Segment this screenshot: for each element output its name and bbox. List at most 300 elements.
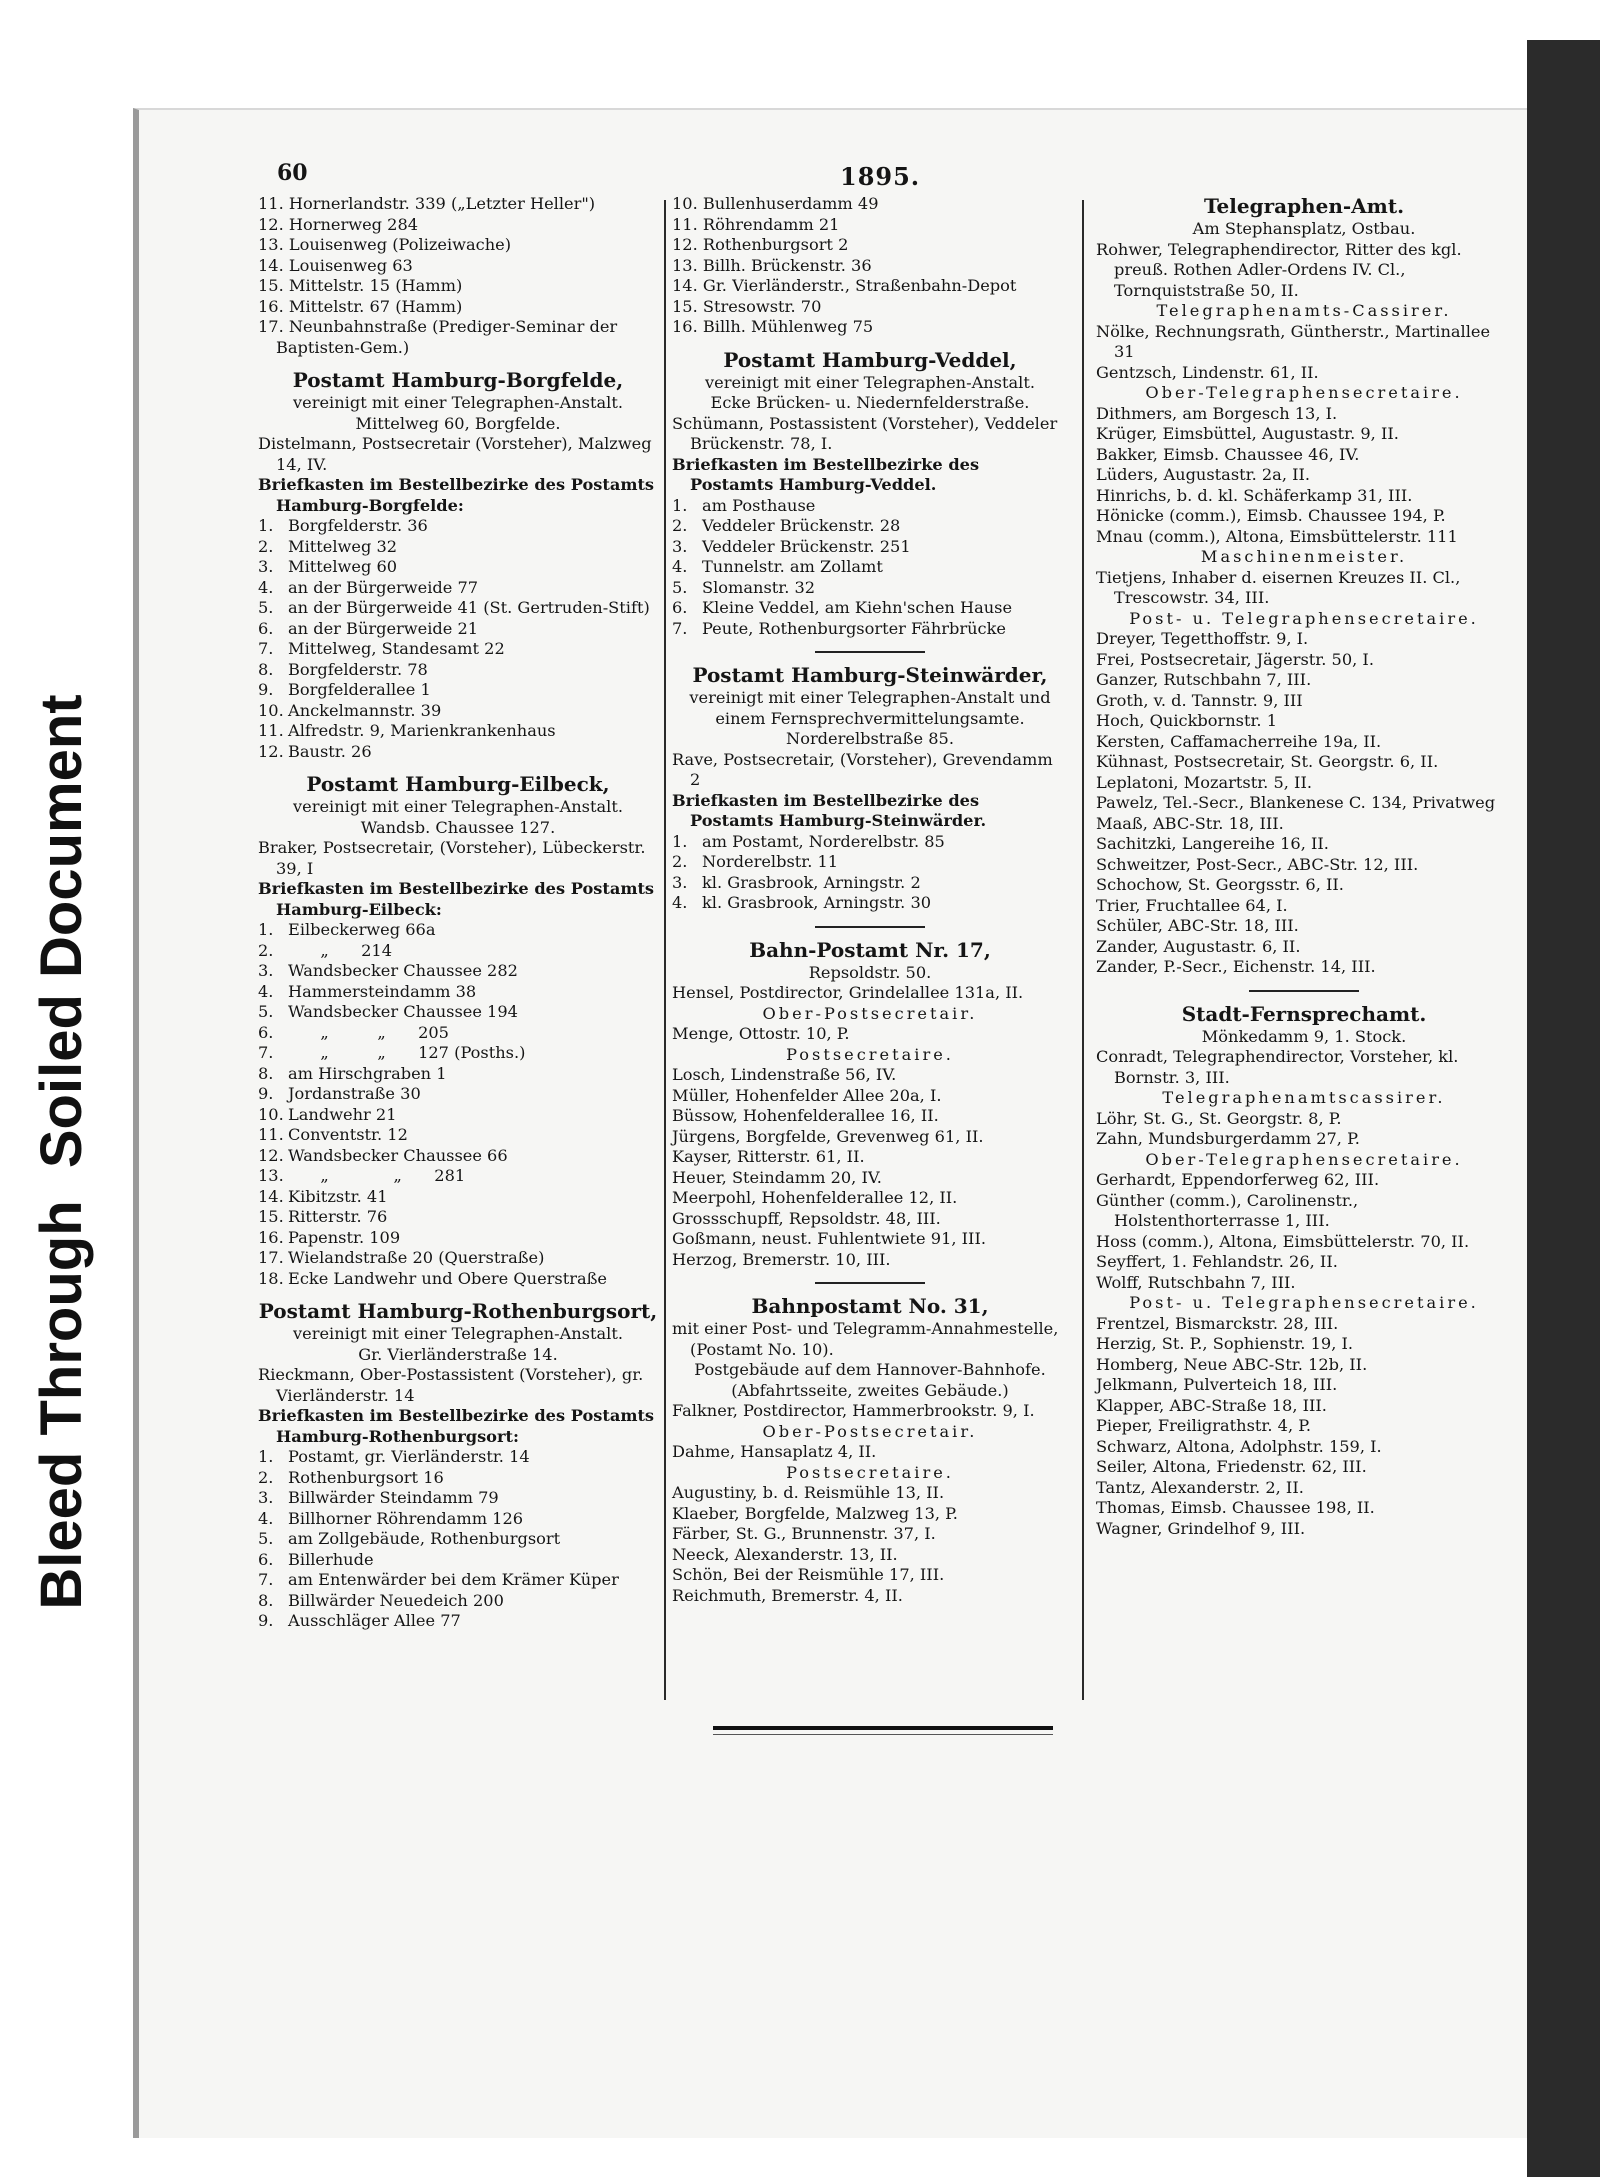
item-number: 12. xyxy=(258,741,284,761)
item-number: 15. xyxy=(258,1207,284,1226)
item-text: Slomanstr. 32 xyxy=(702,577,816,597)
list-item xyxy=(258,1570,658,1591)
item-text: kl. Grasbrook, Arningstr. 2 xyxy=(702,872,921,892)
name-entry: Hoss (comm.), Altona, Eimsbüttelerstr. 70, II. xyxy=(1096,1231,1470,1251)
list-item xyxy=(258,516,658,537)
name-entry: Günther (comm.), Carolinenstr., Holstenthorterrasse 1, III. xyxy=(1096,1190,1359,1230)
section-address: Mönkedamm 9, 1. Stock. xyxy=(1201,1026,1407,1046)
section-address: Ecke Brücken- u. Niedernfelderstraße. xyxy=(710,393,1030,412)
scan-dark-edge xyxy=(1527,40,1600,2177)
item-number: 16. xyxy=(258,1227,284,1247)
list-item: 10. Bullenhuserdamm 49 xyxy=(672,194,879,213)
section-title: Postamt Hamburg-Eilbeck, xyxy=(306,772,610,796)
item-text: Borgfelderstr. 78 xyxy=(288,659,428,679)
name-entry: Klaeber, Borgfelde, Malzweg 13, P. xyxy=(672,1503,958,1523)
name-entry: Zander, Augustastr. 6, II. xyxy=(1096,936,1301,956)
mailbox-list xyxy=(258,920,658,1289)
item-number: 3. xyxy=(258,1488,274,1507)
section-title: Postamt Hamburg-Veddel, xyxy=(723,347,1017,372)
name-entry: Löhr, St. G., St. Georgstr. 8, P. xyxy=(1096,1108,1342,1128)
mailbox-heading: Briefkasten im Bestellbezirke des Postamts Hamburg-Rothenburgsort: xyxy=(258,1406,655,1446)
section-title: Bahnpostamt No. 31, xyxy=(751,1294,989,1318)
section-bahnpostamt-31 xyxy=(672,1294,1068,1606)
name-entry: Leplatoni, Mozartstr. 5, II. xyxy=(1096,772,1312,792)
list-item xyxy=(258,1023,658,1044)
stamp-line-1: Bleed Through xyxy=(29,1200,94,1610)
column-divider-1 xyxy=(664,200,666,1700)
group-heading: Postsecretaire. xyxy=(786,1462,954,1482)
name-entry: Menge, Ottostr. 10, P. xyxy=(672,1024,850,1043)
name-entry: Meerpohl, Hohenfelderallee 12, II. xyxy=(672,1188,958,1207)
section-veddel xyxy=(672,348,1068,640)
list-item xyxy=(258,920,658,941)
item-text: Conventstr. 12 xyxy=(288,1125,408,1144)
item-number: 5. xyxy=(258,598,274,617)
section-telegraphen-amt xyxy=(1096,194,1512,978)
item-number: 1. xyxy=(672,831,688,851)
list-item xyxy=(258,578,658,599)
item-number: 10. xyxy=(258,700,284,720)
name-list xyxy=(1096,1314,1512,1540)
item-number: 9. xyxy=(258,1611,274,1630)
mailbox-heading: Briefkasten im Bestellbezirke des Postamts Hamburg-Veddel. xyxy=(672,454,980,494)
section-borgfelde xyxy=(258,368,658,762)
item-text: Landwehr 21 xyxy=(288,1104,397,1124)
item-text: Baustr. 26 xyxy=(288,741,372,761)
list-item: 16. Billh. Mühlenweg 75 xyxy=(672,317,874,336)
name-entry: Lüders, Augustastr. 2a, II. xyxy=(1096,465,1311,484)
name-entry: Herzog, Bremerstr. 10, III. xyxy=(672,1249,891,1269)
list-item: 13. Billh. Brückenstr. 36 xyxy=(672,255,872,275)
page-number: 60 xyxy=(277,160,308,186)
name-entry: Thomas, Eimsb. Chaussee 198, II. xyxy=(1096,1498,1375,1517)
list-item xyxy=(672,873,1068,894)
item-number: 4. xyxy=(672,557,688,576)
item-number: 11. xyxy=(258,721,284,740)
list-item xyxy=(672,578,1068,599)
list-item xyxy=(258,1064,658,1085)
list-item xyxy=(672,619,1068,640)
item-number: 4. xyxy=(258,577,274,597)
item-number: 5. xyxy=(258,1529,274,1548)
item-text: kl. Grasbrook, Arningstr. 30 xyxy=(702,893,932,912)
name-entry: Bakker, Eimsb. Chaussee 46, IV. xyxy=(1096,444,1360,464)
section-rothenburgsort xyxy=(258,1299,658,1632)
list-item xyxy=(258,557,658,578)
continued-list xyxy=(672,194,1068,338)
section-subtitle-2: einem Fernsprechvermittelungsamte. xyxy=(715,708,1025,728)
list-item xyxy=(258,598,658,619)
item-text: Borgfelderstr. 36 xyxy=(288,516,428,535)
item-number: 5. xyxy=(672,577,688,597)
item-number: 2. xyxy=(672,852,688,871)
name-entry: Klapper, ABC-Straße 18, III. xyxy=(1096,1395,1327,1415)
item-text: Kleine Veddel, am Kiehn'schen Hause xyxy=(702,598,1013,617)
list-item xyxy=(258,1248,658,1269)
item-text: Mittelweg, Standesamt 22 xyxy=(288,639,505,658)
item-text: Papenstr. 109 xyxy=(288,1227,401,1247)
item-text: Ausschläger Allee 77 xyxy=(288,1611,461,1630)
mailbox-list xyxy=(258,516,658,762)
item-number: 17. xyxy=(258,1248,284,1267)
item-number: 8. xyxy=(258,659,274,679)
item-number: 6. xyxy=(258,1022,274,1042)
item-number: 1. xyxy=(672,495,688,515)
item-number: 7. xyxy=(258,1570,274,1589)
section-address: Am Stephansplatz, Ostbau. xyxy=(1192,219,1416,238)
section-address: Wandsb. Chaussee 127. xyxy=(360,817,556,837)
list-item: 12. Rothenburgsort 2 xyxy=(672,235,849,254)
section-rule xyxy=(815,926,925,928)
name-entry: Heuer, Steindamm 20, IV. xyxy=(672,1167,882,1187)
list-item xyxy=(258,1529,658,1550)
name-list xyxy=(1096,404,1512,548)
list-item: 14. Gr. Vierländerstr., Straßenbahn-Depot xyxy=(672,276,1017,295)
name-entry: Kayser, Ritterstr. 61, II. xyxy=(672,1147,865,1166)
section-steinwaerder xyxy=(672,663,1068,914)
list-item: 14. Louisenweg 63 xyxy=(258,255,413,275)
section-subtitle: vereinigt mit einer Telegraphen-Anstalt. xyxy=(705,372,1035,392)
item-number: 1. xyxy=(258,1447,274,1466)
item-text: Tunnelstr. am Zollamt xyxy=(702,557,883,576)
item-text: Postamt, gr. Vierländerstr. 14 xyxy=(288,1447,530,1466)
list-item xyxy=(258,1591,658,1612)
name-entry: Goßmann, neust. Fuhlentwiete 91, III. xyxy=(672,1229,986,1248)
mailbox-list xyxy=(672,496,1068,640)
name-list xyxy=(1096,322,1512,384)
list-item xyxy=(258,1043,658,1064)
column-2 xyxy=(672,194,1068,1606)
name-entry: Müller, Hohenfelder Allee 20a, I. xyxy=(672,1085,942,1105)
item-text: Eilbeckerweg 66a xyxy=(288,920,436,939)
item-text: Ritterstr. 76 xyxy=(288,1207,388,1226)
list-item xyxy=(672,516,1068,537)
section-bahnpostamt-17 xyxy=(672,938,1068,1271)
list-item: 11. Hornerlandstr. 339 („Letzter Heller") xyxy=(258,194,596,213)
item-text: am Entenwärder bei dem Krämer Küper xyxy=(288,1570,619,1589)
name-entry: Tietjens, Inhaber d. eisernen Kreuzes II. Cl., Trescowstr. 34, III. xyxy=(1096,567,1461,607)
section-subtitle: vereinigt mit einer Telegraphen-Anstalt. xyxy=(293,797,623,816)
section-stadt-fernsprechamt xyxy=(1096,1002,1512,1540)
item-number: 4. xyxy=(258,981,274,1001)
section-head: Falkner, Postdirector, Hammerbrookstr. 9, I. xyxy=(672,1401,1035,1420)
name-entry: Seiler, Altona, Friedenstr. 62, III. xyxy=(1096,1457,1367,1476)
name-entry: Jelkmann, Pulverteich 18, III. xyxy=(1096,1375,1338,1394)
name-entry: Pieper, Freiligrathstr. 4, P. xyxy=(1096,1416,1312,1435)
section-head: Distelmann, Postsecretair (Vorsteher), Malzweg 14, IV. xyxy=(258,434,652,474)
item-number: 7. xyxy=(672,618,688,638)
section-address: Norderelbstraße 85. xyxy=(786,729,954,748)
item-number: 6. xyxy=(258,618,274,638)
group-heading: Ober-Postsecretair. xyxy=(762,1003,978,1023)
item-text: Jordanstraße 30 xyxy=(288,1084,421,1103)
list-item: 11. Röhrendamm 21 xyxy=(672,214,840,234)
column-1 xyxy=(258,194,658,1632)
name-entry: Wagner, Grindelhof 9, III. xyxy=(1096,1518,1306,1538)
item-text: Billerhude xyxy=(288,1549,374,1569)
group-heading: Ober-Telegraphensecretaire. xyxy=(1145,1149,1463,1169)
item-number: 8. xyxy=(258,1590,274,1610)
item-text: Veddeler Brückenstr. 251 xyxy=(702,536,911,556)
name-list xyxy=(1096,1170,1512,1293)
list-item xyxy=(258,1105,658,1126)
item-number: 1. xyxy=(258,516,274,535)
name-entry: Schwarz, Altona, Adolphstr. 159, I. xyxy=(1096,1436,1382,1456)
item-text: „ „ 281 xyxy=(288,1166,466,1185)
item-number: 5. xyxy=(258,1002,274,1021)
item-text: an der Bürgerweide 77 xyxy=(288,577,479,597)
item-text: Norderelbstr. 11 xyxy=(702,852,839,871)
item-number: 12. xyxy=(258,1145,284,1165)
list-item xyxy=(672,893,1068,914)
mailbox-heading: Briefkasten im Bestellbezirke des Postamts Hamburg-Steinwärder. xyxy=(672,790,987,830)
name-entry: Augustiny, b. d. Reismühle 13, II. xyxy=(672,1483,945,1502)
section-title: Bahn-Postamt Nr. 17, xyxy=(749,937,991,962)
item-number: 4. xyxy=(672,893,688,912)
mailbox-heading: Briefkasten im Bestellbezirke des Postamts Hamburg-Borgfelde: xyxy=(258,475,655,515)
list-item xyxy=(258,660,658,681)
section-head: Rohwer, Telegraphendirector, Ritter des kgl. preuß. Rothen Adler-Ordens IV. Cl., Tornquiststraße 50, II. xyxy=(1096,239,1462,300)
group-heading: Ober-Telegraphensecretaire. xyxy=(1145,383,1463,402)
item-text: Billhorner Röhrendamm 126 xyxy=(288,1508,524,1528)
section-head: Schümann, Postassistent (Vorsteher), Veddeler Brückenstr. 78, I. xyxy=(672,413,1058,453)
name-entry: Seyffert, 1. Fehlandstr. 26, II. xyxy=(1096,1252,1338,1271)
section-address-note: (Abfahrtsseite, zweites Gebäude.) xyxy=(731,1380,1009,1400)
item-text: Billwärder Neuedeich 200 xyxy=(288,1590,504,1610)
name-entry: Trier, Fruchtallee 64, I. xyxy=(1096,895,1288,915)
item-text: Mittelweg 60 xyxy=(288,557,398,576)
list-item xyxy=(672,832,1068,853)
name-entry: Maaß, ABC-Str. 18, III. xyxy=(1096,813,1284,833)
list-item xyxy=(258,1269,658,1290)
section-head: Conradt, Telegraphendirector, Vorsteher, kl. Bornstr. 3, III. xyxy=(1096,1047,1459,1087)
item-number: 2. xyxy=(258,536,274,556)
item-text: Wandsbecker Chaussee 194 xyxy=(288,1002,518,1021)
item-text: Veddeler Brückenstr. 28 xyxy=(702,516,901,535)
list-item xyxy=(258,1509,658,1530)
name-entry: Groth, v. d. Tannstr. 9, III xyxy=(1096,690,1303,710)
item-number: 2. xyxy=(672,516,688,535)
item-text: Hammersteindamm 38 xyxy=(288,981,477,1001)
name-list xyxy=(672,1065,1068,1270)
item-number: 7. xyxy=(258,639,274,658)
item-text: Wandsbecker Chaussee 66 xyxy=(288,1145,508,1165)
section-title: Telegraphen-Amt. xyxy=(1203,194,1405,218)
item-text: Ecke Landwehr und Obere Querstraße xyxy=(288,1268,607,1288)
list-item xyxy=(258,680,658,701)
name-list xyxy=(1096,568,1512,609)
item-text: „ 214 xyxy=(288,940,393,960)
name-entry: Nölke, Rechnungsrath, Güntherstr., Martinallee 31 xyxy=(1096,321,1491,361)
group-heading: Post- u. Telegraphensecretaire. xyxy=(1129,1293,1479,1312)
list-item xyxy=(258,1207,658,1228)
item-number: 13. xyxy=(258,1166,284,1185)
item-text: am Hirschgraben 1 xyxy=(288,1063,447,1083)
name-entry: Dreyer, Tegetthoffstr. 9, I. xyxy=(1096,629,1309,648)
item-text: am Postamt, Norderelbstr. 85 xyxy=(702,831,945,851)
name-list xyxy=(672,1483,1068,1606)
list-item xyxy=(258,941,658,962)
name-entry: Herzig, St. P., Sophienstr. 19, I. xyxy=(1096,1334,1354,1353)
item-text: Wandsbecker Chaussee 282 xyxy=(288,961,518,980)
item-number: 2. xyxy=(258,1467,274,1487)
closing-rule-thin xyxy=(713,1734,1053,1735)
name-entry: Schweitzer, Post-Secr., ABC-Str. 12, III. xyxy=(1096,854,1419,874)
name-entry: Homberg, Neue ABC-Str. 12b, II. xyxy=(1096,1354,1368,1374)
section-subtitle: vereinigt mit einer Telegraphen-Anstalt und xyxy=(689,688,1051,707)
group-heading: Telegraphenamtscassirer. xyxy=(1162,1088,1446,1107)
section-title: Postamt Hamburg-Rothenburgsort, xyxy=(258,1299,658,1323)
item-number: 4. xyxy=(258,1508,274,1528)
section-address: Repsoldstr. 50. xyxy=(808,962,932,982)
name-entry: Sachitzki, Langereihe 16, II. xyxy=(1096,834,1329,853)
group-heading: Maschinenmeister. xyxy=(1200,547,1408,566)
list-item xyxy=(258,1550,658,1571)
item-number: 3. xyxy=(672,872,688,892)
item-number: 3. xyxy=(672,536,688,556)
item-number: 3. xyxy=(258,557,274,576)
name-entry: Zander, P.-Secr., Eichenstr. 14, III. xyxy=(1096,957,1376,976)
list-item xyxy=(258,537,658,558)
item-text: Billwärder Steindamm 79 xyxy=(288,1488,499,1507)
name-entry: Kühnast, Postsecretair, St. Georgstr. 6, II. xyxy=(1096,752,1439,771)
name-entry: Mnau (comm.), Altona, Eimsbüttelerstr. 111 xyxy=(1096,526,1458,546)
item-text: Kibitzstr. 41 xyxy=(288,1186,388,1206)
mailbox-list xyxy=(258,1447,658,1632)
item-text: Rothenburgsort 16 xyxy=(288,1467,444,1487)
list-item xyxy=(672,496,1068,517)
list-item xyxy=(258,1084,658,1105)
section-head: Rave, Postsecretair, (Vorsteher), Grevendamm 2 xyxy=(672,749,1053,789)
section-rule xyxy=(1249,990,1359,992)
group-heading: Postsecretaire. xyxy=(786,1044,954,1064)
name-entry: Frentzel, Bismarckstr. 28, III. xyxy=(1096,1313,1339,1333)
name-entry: Kersten, Caffamacherreihe 19a, II. xyxy=(1096,731,1382,751)
item-number: 14. xyxy=(258,1186,284,1206)
list-item xyxy=(258,1125,658,1146)
closing-rule xyxy=(713,1726,1053,1730)
continued-list xyxy=(258,194,658,358)
item-number: 6. xyxy=(258,1549,274,1569)
name-list xyxy=(1096,629,1512,978)
list-item xyxy=(672,598,1068,619)
item-number: 1. xyxy=(258,920,274,939)
name-entry: Hönicke (comm.), Eimsb. Chaussee 194, P. xyxy=(1096,506,1446,525)
section-address: Postgebäude auf dem Hannover-Bahnhofe. xyxy=(694,1360,1046,1379)
name-entry: Neeck, Alexanderstr. 13, II. xyxy=(672,1544,898,1564)
name-list xyxy=(1096,1109,1512,1150)
list-item xyxy=(672,852,1068,873)
list-item xyxy=(258,1468,658,1489)
item-number: 11. xyxy=(258,1125,284,1144)
name-entry: Krüger, Eimsbüttel, Augustastr. 9, II. xyxy=(1096,424,1399,443)
page-year: 1895. xyxy=(840,162,921,191)
list-item xyxy=(258,1187,658,1208)
section-subtitle: vereinigt mit einer Telegraphen-Anstalt. xyxy=(293,1324,623,1343)
group-heading: Ober-Postsecretair. xyxy=(762,1421,978,1441)
item-number: 9. xyxy=(258,680,274,699)
list-item: 12. Hornerweg 284 xyxy=(258,214,419,234)
item-text: Mittelweg 32 xyxy=(288,536,398,556)
section-subtitle: vereinigt mit einer Telegraphen-Anstalt. xyxy=(293,393,623,412)
column-divider-2 xyxy=(1082,200,1084,1700)
section-head: Rieckmann, Ober-Postassistent (Vorsteher), gr. Vierländerstr. 14 xyxy=(258,1365,644,1405)
list-item xyxy=(258,1002,658,1023)
section-address: Mittelweg 60, Borgfelde. xyxy=(355,413,561,433)
name-entry: Wolff, Rutschbahn 7, III. xyxy=(1096,1272,1296,1292)
condition-stamp xyxy=(10,636,114,1668)
name-entry: Jürgens, Borgfelde, Grevenweg 61, II. xyxy=(672,1126,984,1146)
list-item xyxy=(258,639,658,660)
column-3 xyxy=(1096,194,1512,1539)
list-item xyxy=(672,557,1068,578)
item-number: 7. xyxy=(258,1043,274,1062)
name-entry: Dahme, Hansaplatz 4, II. xyxy=(672,1442,877,1461)
item-number: 3. xyxy=(258,961,274,980)
list-item xyxy=(258,619,658,640)
section-head: Hensel, Postdirector, Grindelallee 131a, II. xyxy=(672,983,1024,1002)
item-number: 6. xyxy=(672,598,688,617)
item-number: 2. xyxy=(258,940,274,960)
item-text: „ „ 205 xyxy=(288,1022,449,1042)
name-entry: Schüler, ABC-Str. 18, III. xyxy=(1096,916,1299,935)
name-entry: Frei, Postsecretair, Jägerstr. 50, I. xyxy=(1096,649,1374,669)
list-item xyxy=(258,1228,658,1249)
item-number: 10. xyxy=(258,1104,284,1124)
section-title: Postamt Hamburg-Steinwärder, xyxy=(692,663,1048,687)
list-item xyxy=(258,721,658,742)
section-eilbeck xyxy=(258,772,658,1289)
name-entry: Gentzsch, Lindenstr. 61, II. xyxy=(1096,362,1319,382)
section-address: Gr. Vierländerstraße 14. xyxy=(358,1344,558,1364)
name-entry: Grossschupff, Repsoldstr. 48, III. xyxy=(672,1208,941,1228)
list-item xyxy=(258,742,658,763)
section-subtitle: mit einer Post- und Telegramm-Annahmestelle, (Postamt No. 10). xyxy=(672,1319,1059,1359)
list-item: 16. Mittelstr. 67 (Hamm) xyxy=(258,296,463,316)
name-entry: Schön, Bei der Reismühle 17, III. xyxy=(672,1565,945,1584)
mailbox-heading: Briefkasten im Bestellbezirke des Postamts Hamburg-Eilbeck: xyxy=(258,879,655,919)
name-entry: Färber, St. G., Brunnenstr. 37, I. xyxy=(672,1524,936,1543)
item-text: Wielandstraße 20 (Querstraße) xyxy=(288,1248,545,1267)
section-head: Braker, Postsecretair, (Vorsteher), Lübeckerstr. 39, I xyxy=(258,838,646,878)
name-entry: Gerhardt, Eppendorferweg 62, III. xyxy=(1096,1170,1380,1189)
name-entry: Zahn, Mundsburgerdamm 27, P. xyxy=(1096,1129,1360,1148)
list-item xyxy=(258,961,658,982)
name-entry: Losch, Lindenstraße 56, IV. xyxy=(672,1065,897,1084)
item-number: 8. xyxy=(258,1063,274,1083)
name-entry: Büssow, Hohenfelderallee 16, II. xyxy=(672,1106,939,1125)
list-item xyxy=(258,982,658,1003)
item-text: am Zollgebäude, Rothenburgsort xyxy=(288,1529,561,1548)
list-item xyxy=(258,701,658,722)
item-text: Borgfelderallee 1 xyxy=(288,680,431,699)
name-entry: Pawelz, Tel.-Secr., Blankenese C. 134, Privatweg xyxy=(1096,793,1496,812)
group-heading: Post- u. Telegraphensecretaire. xyxy=(1129,608,1479,628)
name-entry: Tantz, Alexanderstr. 2, II. xyxy=(1096,1477,1304,1497)
list-item xyxy=(258,1611,658,1632)
section-rule xyxy=(815,1282,925,1284)
item-text: an der Bürgerweide 21 xyxy=(288,618,479,638)
list-item xyxy=(258,1146,658,1167)
list-item xyxy=(258,1447,658,1468)
name-entry: Schochow, St. Georgsstr. 6, II. xyxy=(1096,875,1344,894)
stamp-line-2: Soiled Document xyxy=(29,694,94,1169)
name-entry: Dithmers, am Borgesch 13, I. xyxy=(1096,403,1338,423)
name-entry: Ganzer, Rutschbahn 7, III. xyxy=(1096,670,1312,689)
list-item: 15. Stresowstr. 70 xyxy=(672,296,822,316)
list-item xyxy=(672,537,1068,558)
section-title: Stadt-Fernsprechamt. xyxy=(1181,1001,1427,1026)
